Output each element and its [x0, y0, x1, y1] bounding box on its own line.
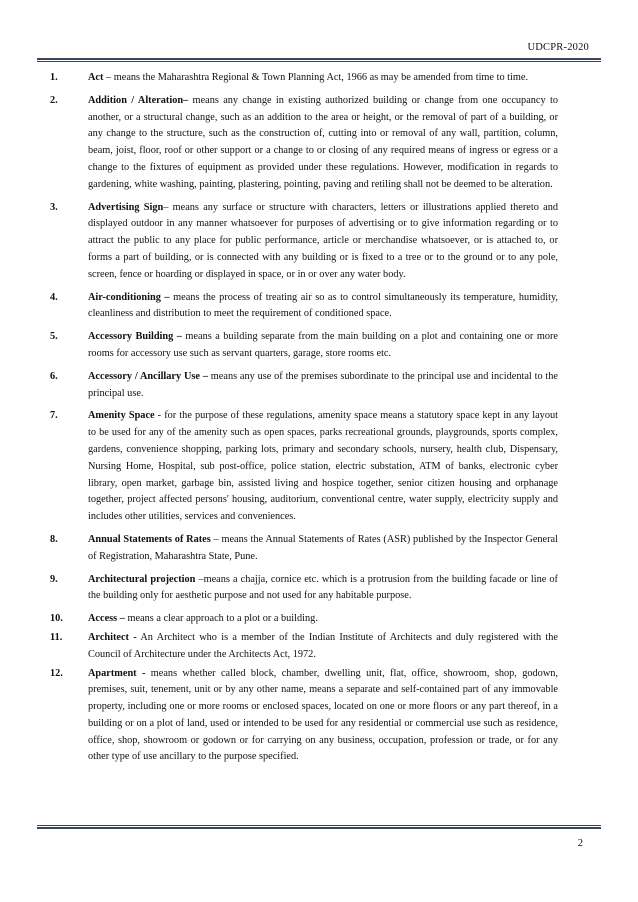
header-rule [37, 58, 601, 62]
definition-text: means whether called block, chamber, dwelling unit, flat, office, showroom, shop, godown, premises, suit, tenement, unit or by any other name, means a separate and self-contained part of any immovable property, including one or more rooms or enclosed spaces, located on one or more floors or any part thereof, in a building or on a plot of land, used or intended to be used for any residential or commercial use such as residence, office, shop, showroom or godown or for carrying on any business, occupation, profession or trade, or for any other type of use ancillary to the purpose specified. [88, 667, 558, 763]
definition-item [50, 532, 558, 566]
definitions-list [50, 70, 558, 772]
definition-term: Addition / Alteration– [88, 94, 189, 106]
definition-term: Access – [88, 613, 125, 625]
definition-item [50, 329, 558, 363]
definition-term: Annual Statements of Rates [88, 533, 211, 545]
definition-term: Architectural projection [88, 573, 196, 585]
definition-item [50, 369, 558, 403]
definition-item [50, 70, 558, 87]
definition-text: means a building separate from the main building on a plot and containing one or more rooms for accessory use such as servant quarters, garage, store rooms etc. [88, 331, 558, 359]
definition-text: means any use of the premises subordinate to the principal use and incidental to the principal use. [88, 370, 558, 399]
definition-number: 5. [50, 331, 58, 343]
definition-text: means the process of treating air so as to control simultaneously its temperature, humidity, cleanliness and distribution to meet the requirement of conditioned space. [88, 291, 558, 320]
definition-text: means a clear approach to a plot or a building. [124, 613, 318, 625]
definition-number: 1. [50, 72, 58, 83]
definition-number: 9. [50, 573, 58, 585]
page-number: 2 [577, 838, 583, 849]
definition-term: Architect - [88, 631, 137, 643]
definition-term: Amenity Space [88, 410, 155, 422]
definition-item [50, 611, 558, 628]
definition-item [50, 408, 558, 526]
definition-number: 8. [50, 533, 58, 545]
definition-item [50, 630, 558, 664]
footer-rule [37, 825, 601, 829]
definition-item [50, 572, 558, 606]
definition-number: 6. [50, 370, 58, 382]
definition-term: Advertising Sign [88, 201, 164, 213]
definition-item [50, 290, 558, 324]
definition-text: An Architect who is a member of the Indian Institute of Architects and duly registered with the Council of Architecture under the Architects Act, 1972. [88, 631, 558, 660]
definition-number: 11. [50, 631, 63, 643]
definition-text: means any change in existing authorized building or change from one occupancy to another, or a structural change, such as an addition to the area or height, or the removal of part of a building, or any change to the structure, such as the construction of, cutting into or removal of any wall, partition, column, beam, joist, floor, roof or other support or a change to or closing of any required means of ingress or egress or a change to the fixtures of equipment as provided under these regulations. However, modification in regards to gardening, white washing, painting, plastering, pointing, paving and retiling shall not be deemed to be alteration. [88, 94, 558, 190]
definition-number: 2. [50, 94, 58, 106]
definition-number: 3. [50, 201, 58, 213]
definition-term: Accessory / Ancillary Use – [88, 370, 208, 382]
definition-term: Accessory Building – [88, 331, 182, 343]
definition-number: 4. [50, 291, 58, 303]
definition-number: 12. [50, 667, 63, 679]
definition-term: Air-conditioning – [88, 291, 170, 303]
definition-text: – means the Annual Statements of Rates (ASR) published by the Inspector General of Registration, Maharashtra State, Pune. [88, 533, 558, 562]
header-label: UDCPR-2020 [527, 42, 589, 53]
definition-item [50, 93, 558, 194]
definition-number: 7. [50, 410, 58, 422]
definition-term: Apartment - [88, 667, 146, 679]
definition-item [50, 200, 558, 284]
definition-item [50, 666, 558, 767]
definition-text: – means any surface or structure with characters, letters or illustrations applied thereto and displayed outdoor in any manner whatsoever for purposes of advertising or to give information regarding or to attract the public to any place for public performance, article or merchandise whatsoever, or is attached to, or forms a part of building, or is connected with any building or is fixed to a tree or to the ground or to any pole, screen, fence or hoarding or displayed in space, or in or over any water body. [88, 201, 558, 280]
definition-text: - for the purpose of these regulations, amenity space means a statutory space kept in any layout to be used for any of the amenity such as open spaces, parks recreational grounds, playgrounds, sports complex, gardens, convenience shopping, parking lots, primary and secondary schools, nursery, health club, Dispensary, Nursing Home, Hospital, sub post-office, police station, electric substation, ATM of banks, electronic cyber library, open market, garbage bin, assisted living and hospice together, senior citizen housing and orphanage together, project affected persons' housing, auditorium, conventional centre, water supply, electricity supply and includes other utilities, services and conveniences. [88, 410, 558, 523]
definition-text: –means a chajja, cornice etc. which is a protrusion from the building facade or line of the building only for aesthetic purpose and not used for any habitable purpose. [88, 573, 558, 602]
definition-term: Act [88, 72, 104, 83]
definition-number: 10. [50, 613, 63, 625]
definition-text: – means the Maharashtra Regional & Town Planning Act, 1966 as may be amended from time to time. [103, 72, 529, 83]
